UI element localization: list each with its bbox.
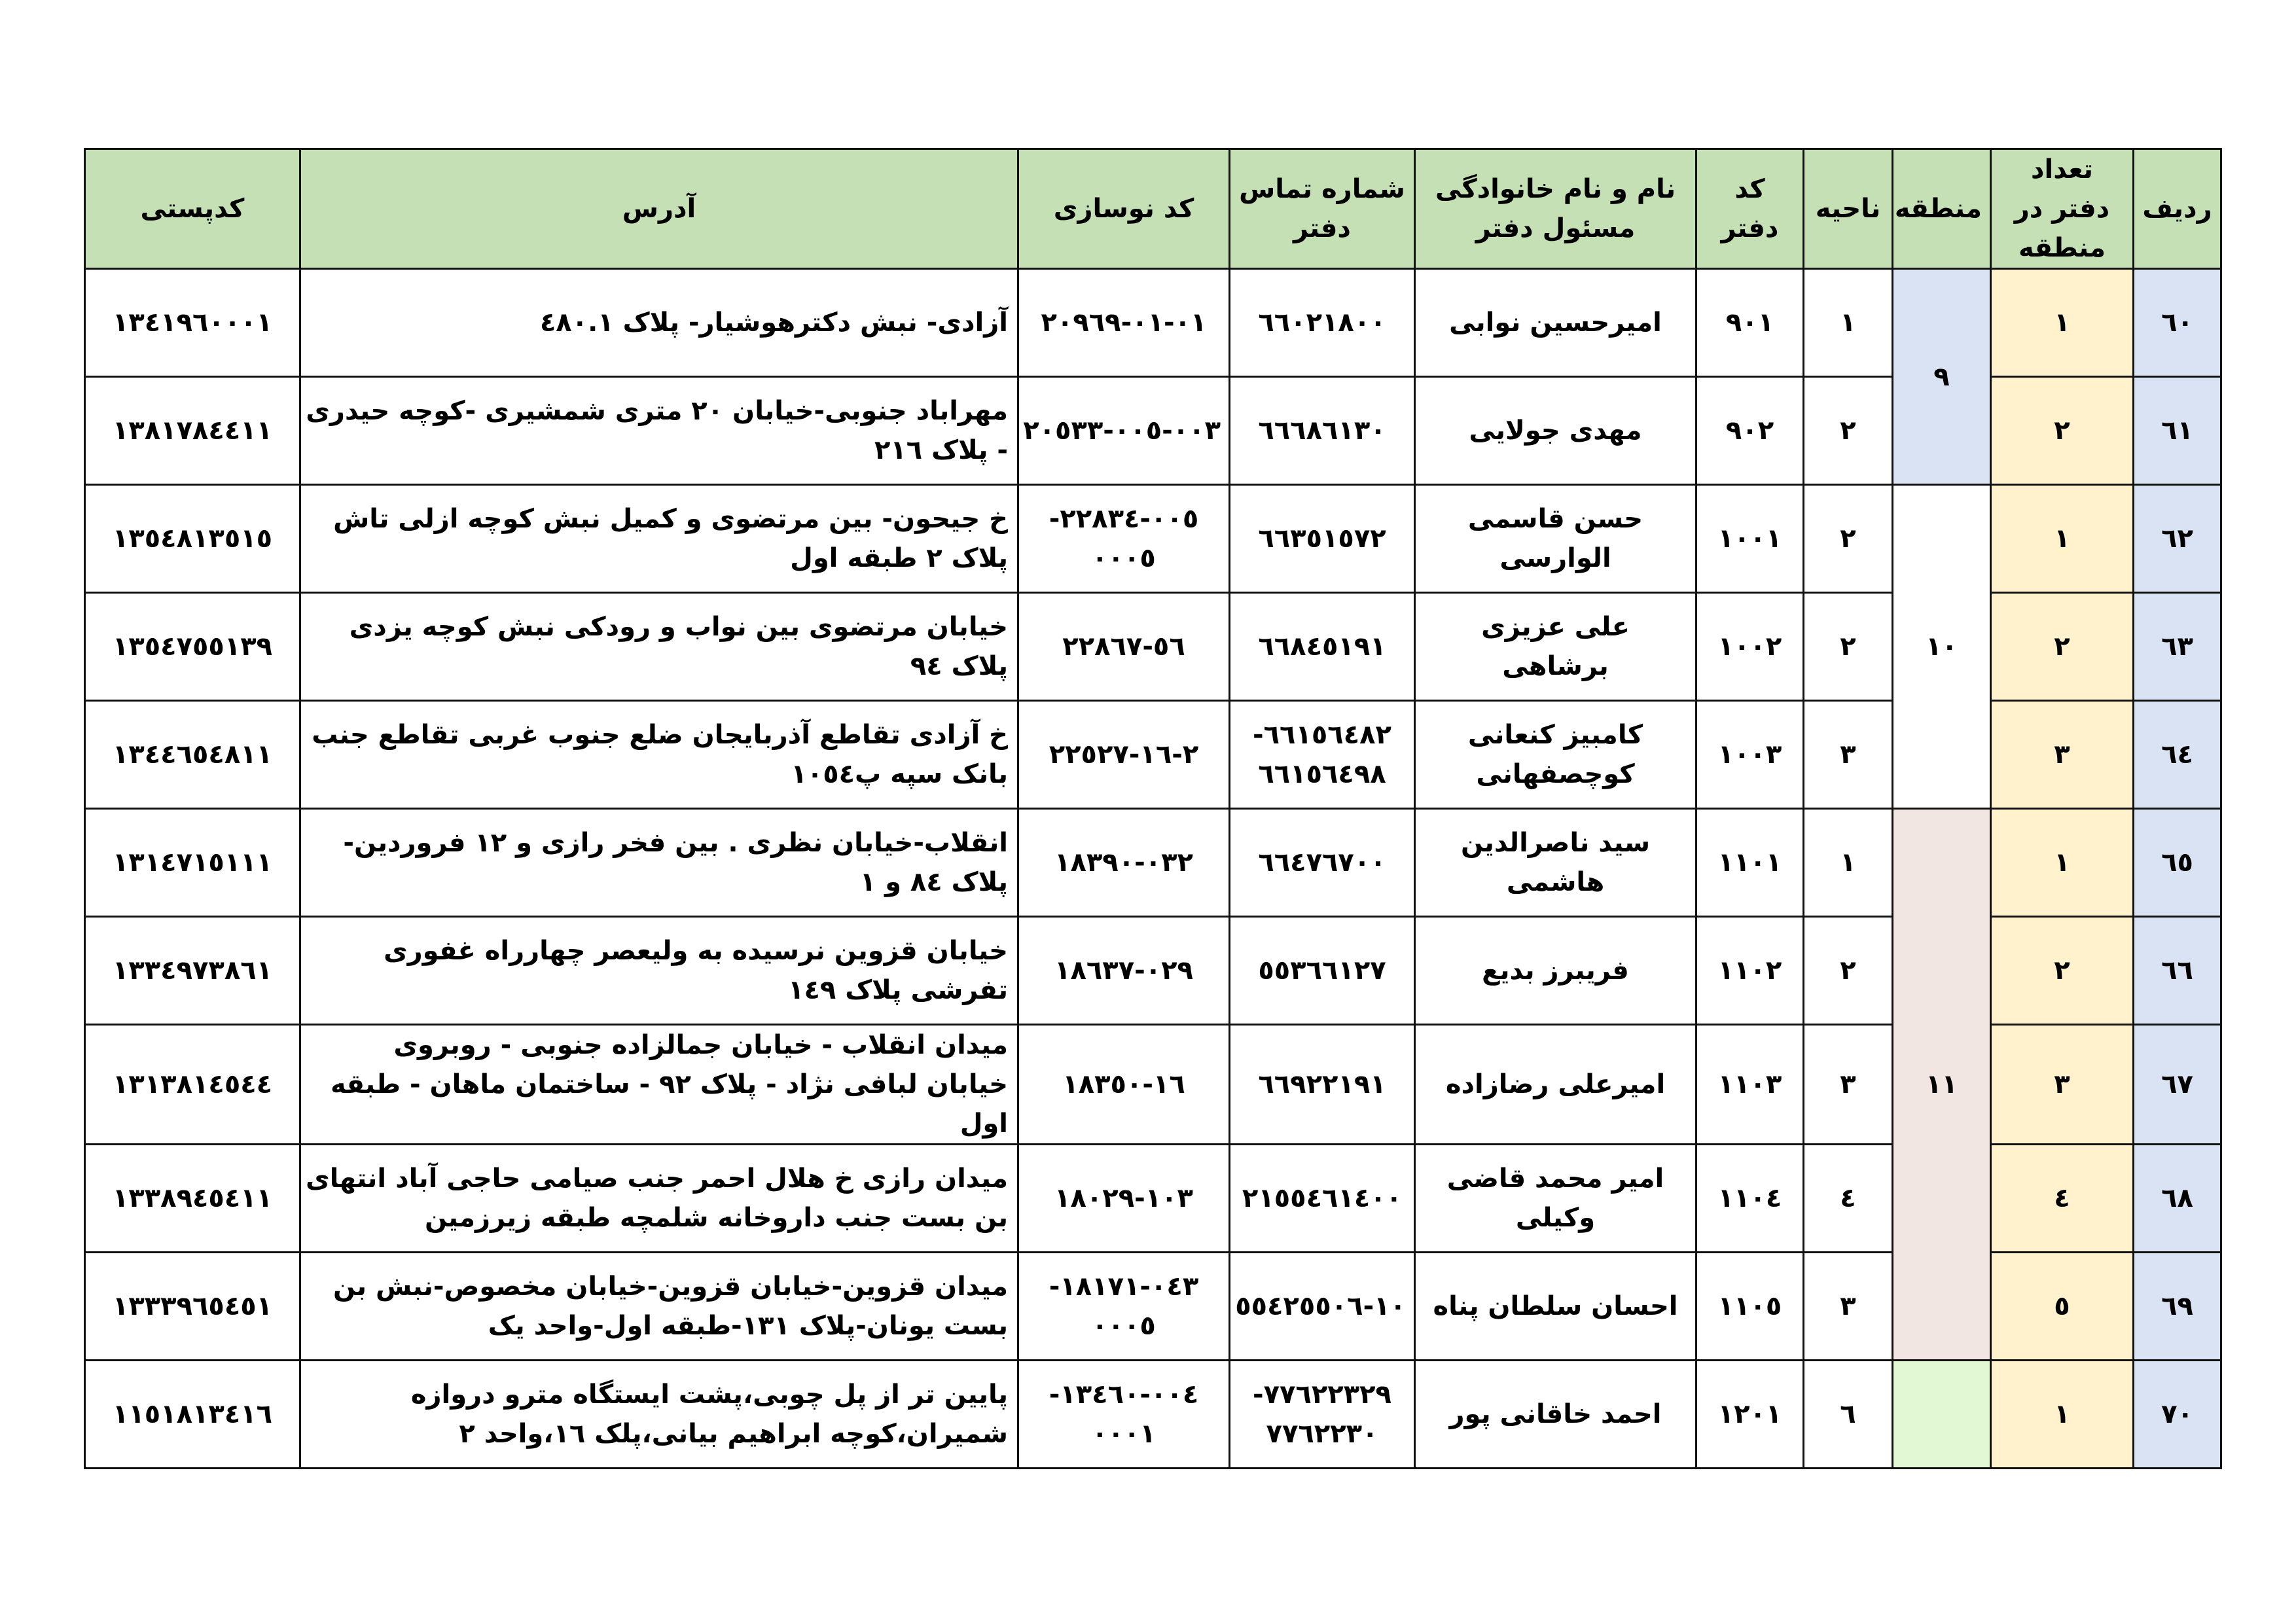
cell-radif: ٦٧ <box>2134 1025 2221 1145</box>
header-phone: شماره تماس دفتر <box>1230 149 1415 269</box>
cell-renovation-code: ١٦-١٨٣٥٠ <box>1018 1025 1230 1145</box>
cell-radif: ٦١ <box>2134 377 2221 485</box>
cell-postal-code: ١٣٤٤٦٥٤٨١١ <box>85 701 300 809</box>
header-district: ناحیه <box>1804 149 1893 269</box>
cell-phone: ١٠-٥٥٤٢٥٥٠٦ <box>1230 1253 1415 1361</box>
cell-manager: کامبیز کنعانی کوچصفهانی <box>1415 701 1696 809</box>
table-row <box>85 485 2221 593</box>
cell-address: انقلاب-خیابان نظری . بین فخر رازی و ١٢ فروردین- پلاک ٨٤ و ١ <box>300 809 1018 917</box>
cell-district: ٢ <box>1804 917 1893 1025</box>
cell-manager: سید ناصرالدین هاشمی <box>1415 809 1696 917</box>
cell-phone: ٦٦١٥٦٤٨٢- ٦٦١٥٦٤٩٨ <box>1230 701 1415 809</box>
cell-region: ۱۱ <box>1893 809 1991 1361</box>
cell-office-count: ٣ <box>1991 1025 2134 1145</box>
cell-manager: فریبرز بدیع <box>1415 917 1696 1025</box>
cell-manager: احسان سلطان پناه <box>1415 1253 1696 1361</box>
cell-office-count: ٤ <box>1991 1145 2134 1253</box>
cell-manager: مهدی جولایی <box>1415 377 1696 485</box>
header-renovation-code: کد نوسازی <box>1018 149 1230 269</box>
cell-radif: ٧٠ <box>2134 1361 2221 1469</box>
cell-district: ٣ <box>1804 1025 1893 1145</box>
cell-renovation-code: ٥٦-٢٢٨٦٧ <box>1018 593 1230 701</box>
cell-address: میدان انقلاب - خیابان جمالزاده جنوبی - روبروی خیابان لبافی نژاد - پلاک ٩٢ - ساختمان ماهان - طبقه اول <box>300 1025 1018 1145</box>
cell-office-count: ٢ <box>1991 917 2134 1025</box>
cell-radif: ٦٤ <box>2134 701 2221 809</box>
cell-address: خ جیحون- بین مرتضوی و کمیل نبش کوچه ازلی تاش پلاک ٢ طبقه اول <box>300 485 1018 593</box>
header-postal-code: کدپستی <box>85 149 300 269</box>
cell-radif: ٦٣ <box>2134 593 2221 701</box>
cell-postal-code: ١٣٤١٩٦٠٠٠١ <box>85 269 300 377</box>
cell-district: ٦ <box>1804 1361 1893 1469</box>
cell-region <box>1893 1361 1991 1469</box>
cell-postal-code: ١١٥١٨١٣٤١٦ <box>85 1361 300 1469</box>
cell-phone: ٦٦٩٢٢١٩١ <box>1230 1025 1415 1145</box>
cell-manager: امیرعلی رضازاده <box>1415 1025 1696 1145</box>
header-row <box>85 149 2221 269</box>
table-row <box>85 809 2221 917</box>
offices-table <box>84 148 2222 1469</box>
cell-district: ١ <box>1804 269 1893 377</box>
cell-phone: ٢١٥٥٤٦١٤٠٠ <box>1230 1145 1415 1253</box>
cell-phone: ٦٦٦٨٦١٣٠ <box>1230 377 1415 485</box>
cell-postal-code: ١٣٣٣٩٦٥٤٥١ <box>85 1253 300 1361</box>
cell-postal-code: ١٣٨١٧٨٤٤١١ <box>85 377 300 485</box>
cell-office-count: ٥ <box>1991 1253 2134 1361</box>
cell-office-code: ١٠٠١ <box>1696 485 1804 593</box>
table-row <box>85 269 2221 377</box>
cell-postal-code: ١٣٣٤٩٧٣٨٦١ <box>85 917 300 1025</box>
cell-office-code: ١٢٠١ <box>1696 1361 1804 1469</box>
cell-renovation-code: ١٠٣-١٨٠٢٩ <box>1018 1145 1230 1253</box>
cell-renovation-code: ٠٢٩-١٨٦٣٧ <box>1018 917 1230 1025</box>
cell-renovation-code: ٠٠٥-٢٢٨٣٤- ٠٠٠٥ <box>1018 485 1230 593</box>
cell-manager: حسن قاسمی الوارسی <box>1415 485 1696 593</box>
cell-phone: ٥٥٣٦٦١٢٧ <box>1230 917 1415 1025</box>
cell-office-count: ١ <box>1991 809 2134 917</box>
table-row <box>85 1361 2221 1469</box>
cell-office-code: ٩٠٢ <box>1696 377 1804 485</box>
cell-radif: ٦٦ <box>2134 917 2221 1025</box>
cell-region: ۱۰ <box>1893 485 1991 809</box>
cell-radif: ٦٥ <box>2134 809 2221 917</box>
cell-postal-code: ١٣٣٨٩٤٥٤١١ <box>85 1145 300 1253</box>
cell-radif: ٦٠ <box>2134 269 2221 377</box>
header-office-code: کد دفتر <box>1696 149 1804 269</box>
cell-postal-code: ١٣٥٤٨١٣٥١٥ <box>85 485 300 593</box>
cell-address: آزادی- نبش دکترهوشیار- پلاک ٤٨٠.١ <box>300 269 1018 377</box>
cell-address: خ آزادی تقاطع آذربایجان ضلع جنوب غربی تقاطع جنب بانک سپه پ١٠٥٤ <box>300 701 1018 809</box>
cell-address: خیابان مرتضوی بین نواب و رودکی نبش کوچه یزدی پلاک ٩٤ <box>300 593 1018 701</box>
cell-phone: ٦٦٤٧٦٧٠٠ <box>1230 809 1415 917</box>
cell-manager: احمد خاقانی پور <box>1415 1361 1696 1469</box>
cell-district: ٢ <box>1804 593 1893 701</box>
cell-phone: ٦٦٨٤٥١٩١ <box>1230 593 1415 701</box>
header-radif: ردیف <box>2134 149 2221 269</box>
cell-district: ١ <box>1804 809 1893 917</box>
cell-office-count: ٢ <box>1991 377 2134 485</box>
cell-renovation-code: ٠٣٢-١٨٣٩٠ <box>1018 809 1230 917</box>
cell-office-code: ١١٠٣ <box>1696 1025 1804 1145</box>
cell-manager: علی عزیزی برشاهی <box>1415 593 1696 701</box>
cell-address: میدان رازی خ هلال احمر جنب صیامی حاجی آباد انتهای بن بست جنب داروخانه شلمچه طبقه زیرزمین <box>300 1145 1018 1253</box>
cell-office-count: ١ <box>1991 485 2134 593</box>
cell-postal-code: ١٣١٣٨١٤٥٤٤ <box>85 1025 300 1145</box>
header-region: منطقه <box>1893 149 1991 269</box>
cell-office-count: ١ <box>1991 1361 2134 1469</box>
cell-renovation-code: ٠٠٤-١٣٤٦٠- ٠٠٠١ <box>1018 1361 1230 1469</box>
cell-office-code: ١١٠٤ <box>1696 1145 1804 1253</box>
cell-office-code: ١١٠١ <box>1696 809 1804 917</box>
cell-address: پایین تر از پل چوبی،پشت ایستگاه مترو دروازه شمیران،کوچه ابراهیم بیانی،پلک ١٦،واحد ٢ <box>300 1361 1018 1469</box>
cell-district: ٤ <box>1804 1145 1893 1253</box>
cell-renovation-code: ٠٤٣-١٨١٧١- ٠٠٠٥ <box>1018 1253 1230 1361</box>
cell-region: ۹ <box>1893 269 1991 485</box>
cell-district: ٢ <box>1804 485 1893 593</box>
cell-phone: ٧٧٦٢٢٣٢٩- ٧٧٦٢٢٣٠ <box>1230 1361 1415 1469</box>
cell-office-count: ٢ <box>1991 593 2134 701</box>
cell-district: ٣ <box>1804 701 1893 809</box>
cell-manager: امیر محمد قاضی وکیلی <box>1415 1145 1696 1253</box>
cell-office-code: ١٠٠٣ <box>1696 701 1804 809</box>
cell-office-code: ١١٠٥ <box>1696 1253 1804 1361</box>
cell-office-count: ٣ <box>1991 701 2134 809</box>
cell-postal-code: ١٣١٤٧١٥١١١ <box>85 809 300 917</box>
header-office-count: تعداد دفتر در منطقه <box>1991 149 2134 269</box>
cell-district: ٢ <box>1804 377 1893 485</box>
cell-address: مهراباد جنوبی-خیابان ٢٠ متری شمشیری -کوچه حیدری - پلاک ٢١٦ <box>300 377 1018 485</box>
cell-radif: ٦٢ <box>2134 485 2221 593</box>
header-manager: نام و نام خانوادگی مسئول دفتر <box>1415 149 1696 269</box>
cell-address: میدان قزوین-خیابان قزوین-خیابان مخصوص-نبش بن بست یونان-پلاک ١٣١-طبقه اول-واحد یک <box>300 1253 1018 1361</box>
header-address: آدرس <box>300 149 1018 269</box>
cell-manager: امیرحسین نوابی <box>1415 269 1696 377</box>
cell-renovation-code: ٠٠٣-٠٠٥-٢٠٥٣٣ <box>1018 377 1230 485</box>
cell-office-code: ١١٠٢ <box>1696 917 1804 1025</box>
cell-office-code: ٩٠١ <box>1696 269 1804 377</box>
cell-office-count: ١ <box>1991 269 2134 377</box>
cell-phone: ٦٦٣٥١٥٧٢ <box>1230 485 1415 593</box>
cell-office-code: ١٠٠٢ <box>1696 593 1804 701</box>
cell-radif: ٦٨ <box>2134 1145 2221 1253</box>
cell-district: ٣ <box>1804 1253 1893 1361</box>
cell-renovation-code: ٢-١٦-٢٢٥٢٧ <box>1018 701 1230 809</box>
cell-phone: ٦٦٠٢١٨٠٠ <box>1230 269 1415 377</box>
cell-renovation-code: ٠١-٠١-٢٠٩٦٩ <box>1018 269 1230 377</box>
cell-radif: ٦٩ <box>2134 1253 2221 1361</box>
cell-postal-code: ١٣٥٤٧٥٥١٣٩ <box>85 593 300 701</box>
cell-address: خیابان قزوین نرسیده به ولیعصر چهارراه غفوری تفرشی پلاک ١٤٩ <box>300 917 1018 1025</box>
